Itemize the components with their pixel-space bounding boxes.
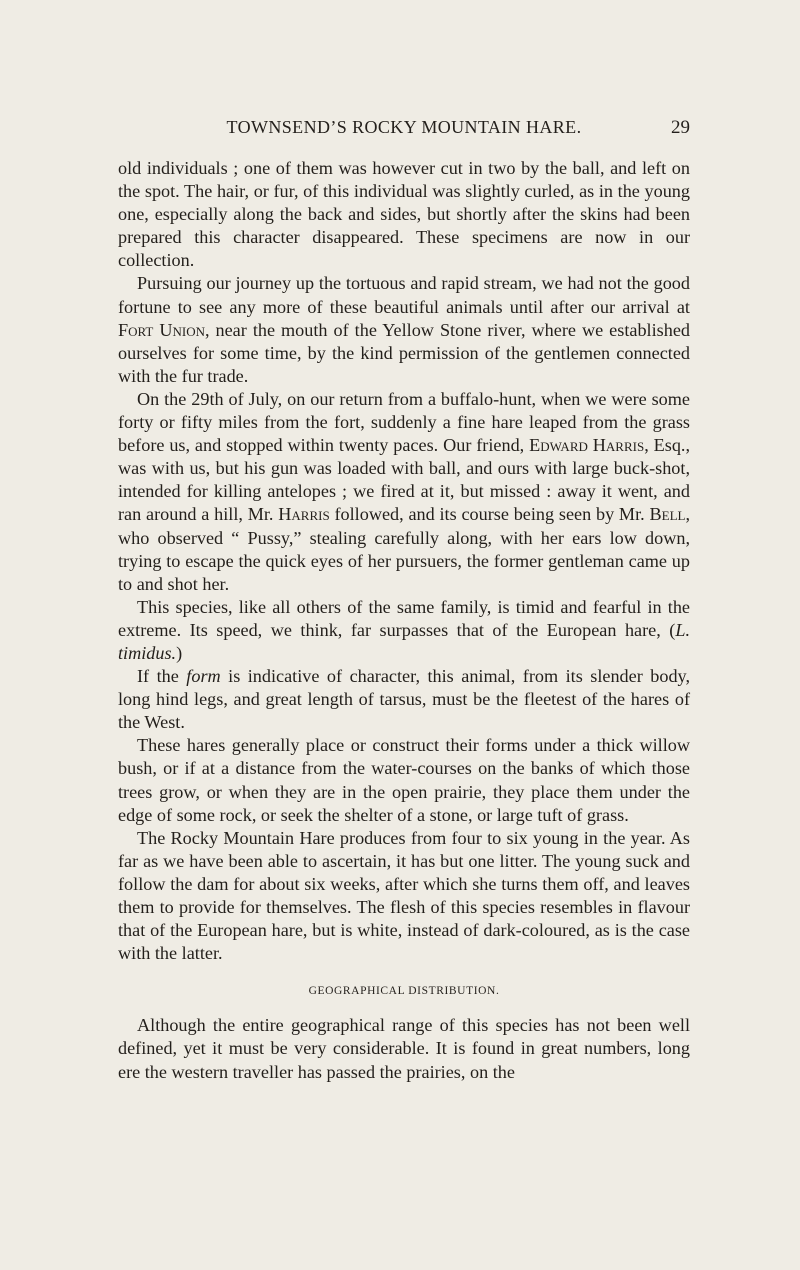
paragraph-2-text-2: , near the mouth of the Yellow Stone river, where we established ourselves for some time, by the kind permission of the gentlemen connected with the fur trade. (118, 319, 690, 386)
paragraph-5 (118, 665, 690, 734)
page-header (118, 117, 690, 141)
paragraph-2-text-1: Pursuing our journey up the tortuous and rapid stream, we had not the good fortune to see any more of these beautiful animals until after our arrival at (118, 273, 690, 317)
paragraph-3 (118, 388, 690, 596)
species-name-italic: L. timidus. (118, 619, 690, 663)
person-name-bell: Bell (649, 504, 686, 525)
paragraph-7: The Rocky Mountain Hare produces from four to six young in the year. As far as we have been able to ascertain, it has but one litter. The young suck and follow the dam for about six weeks, after which she turns them off, and leaves them to provide for themselves. The flesh of this species resembles in flavour that of the European hare, but is white, instead of dark-coloured, as is the case with the latter. (118, 827, 690, 964)
paragraph-5-text-2: is indicative of character, this animal, from its slender body, long hind legs, and great length of tarsus, must be the fleetest of the hares of the West. (118, 666, 690, 733)
page-number: 29 (671, 117, 690, 138)
paragraph-3-text-2: , Esq., was with us, but his gun was loaded with ball, and ours with large buck-shot, intended for killing antelopes ; we fired at it, but missed : away it went, and ran around a hill, Mr. (118, 435, 691, 525)
place-name-fort-union: Fort Union (118, 319, 205, 340)
paragraph-8: Although the entire geographical range of this species has not been well defined, yet it must be very considerable. It is found in great numbers, long ere the western traveller has passed the prairies, on the (118, 1015, 690, 1082)
emphasis-form: form (186, 666, 221, 687)
person-name-edward-harris: Edward Harris (529, 435, 645, 456)
paragraph-4 (118, 596, 690, 665)
paragraph-6: These hares generally place or construct their forms under a thick willow bush, or if at a distance from the water-courses on the banks of which those trees grow, or when they are in the open prairie, they place them under the edge of some rock, or seek the shelter of a stone, or large tuft of grass. (118, 735, 690, 825)
paragraph-3-text-1: On the 29th of July, on our return from a buffalo-hunt, when we were some forty or fifty miles from the fort, suddenly a fine hare leaped from the grass before us, and stopped within twenty paces. Our friend, (118, 388, 690, 456)
section-heading: GEOGRAPHICAL DISTRIBUTION. (308, 985, 500, 998)
person-name-harris: Harris (278, 504, 330, 525)
running-title: TOWNSEND’S ROCKY MOUNTAIN HARE. (226, 117, 582, 137)
paragraph-3-text-4: , who observed “ Pussy,” stealing carefully along, with her ears low down, trying to escape the quick eyes of her pursuers, the former gentleman came up to and shot her. (118, 504, 691, 594)
paragraph-5-text-1: If the (137, 666, 187, 687)
paragraph-4-text-1: This species, like all others of the same family, is timid and fearful in the extreme. Its speed, we think, far surpasses that of the European hare, ( (118, 596, 690, 640)
paragraph-2 (118, 272, 690, 387)
paragraph-1: old individuals ; one of them was however cut in two by the ball, and left on the spot. The hair, or fur, of this individual was slightly curled, as in the young one, especially along the back and sides, but shortly after the skins had been prepared this character disappeared. These specimens are now in our collection. (118, 158, 690, 271)
body-text (118, 157, 690, 1084)
paragraph-4-text-2: ) (176, 642, 183, 663)
paragraph-3-text-3: followed, and its course being seen by Mr. (329, 504, 650, 525)
